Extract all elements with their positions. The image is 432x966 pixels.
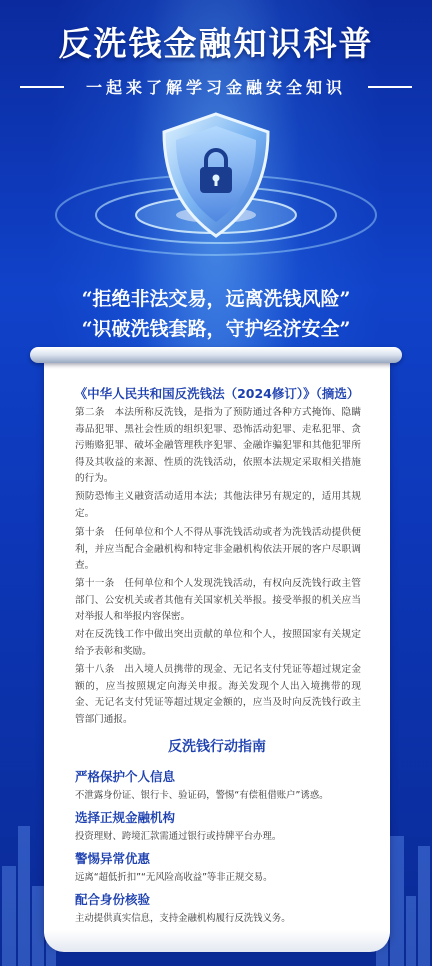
subtitle-divider-right: [368, 86, 412, 88]
guide-heading-4: 配合身份核验: [75, 892, 151, 907]
guide-heading-2: 选择正规金融机构: [75, 810, 176, 825]
guide-text-4: 主动提供真实信息，支持金融机构履行反洗钱义务。: [75, 913, 291, 924]
slogan-2: “识破洗钱套路，守护经济安全”: [81, 318, 351, 340]
slogan-1: “拒绝非法交易，远离洗钱风险”: [81, 288, 351, 310]
law-article-2: 第二条 本法所称反洗钱，是指为了预防通过各种方式掩饰、隐瞒毒品犯罪、黑社会性质的组织犯罪、恐怖活动犯罪、走私犯罪、贪污贿赂犯罪、破坏金融管理秩序犯罪、金融诈骗犯罪和其他犯罪所得及其收益的来源、性质的洗钱活动，依照本法规定采取相关措施的行为。: [75, 407, 361, 484]
guide-title: 反洗钱行动指南: [168, 739, 266, 755]
law-title: 《中华人民共和国反洗钱法（2024修订）》（摘选）: [74, 386, 360, 401]
law-article-11: 第十一条 任何单位和个人发现洗钱活动，有权向反洗钱行政主管部门、公安机关或者其他有关国家机关举报。接受举报的机关应当对举报人和举报内容保密。: [75, 578, 361, 622]
guide-text-3: 远离“超低折扣”“无风险高收益”等非正规交易。: [75, 872, 273, 883]
guide-heading-3: 警惕异常优惠: [75, 851, 151, 866]
scroll-paper-curl: [44, 930, 390, 952]
law-paragraph-terrorism: 预防恐怖主义融资活动适用本法；其他法律另有规定的，适用其规定。: [75, 491, 361, 519]
law-article-10: 第十条 任何单位和个人不得从事洗钱活动或者为洗钱活动提供便利，并应当配合金融机构和特定非金融机构依法开展的客户尽职调查。: [75, 527, 361, 571]
guide-text-1: 不泄露身份证、银行卡、验证码，警惕“有偿租借账户”诱惑。: [75, 790, 329, 801]
page-subtitle: 一起来了解学习金融安全知识: [85, 78, 346, 97]
guide-heading-1: 严格保护个人信息: [75, 769, 176, 784]
shield-icon: [156, 110, 276, 240]
law-paragraph-reward: 对在反洗钱工作中做出突出贡献的单位和个人，按照国家有关规定给予表彰和奖励。: [75, 629, 361, 657]
law-article-18: 第十八条 出入境人员携带的现金、无记名支付凭证等超过规定金额的，应当按照规定向海关申报。海关发现个人出入境携带的现金、无记名支付凭证等超过规定金额的，应当及时向反洗钱行政主管部门通报。: [75, 664, 361, 725]
scroll-rod: [30, 347, 402, 363]
page-title: 反洗钱金融知识科普: [58, 24, 374, 63]
guide-text-2: 投资理财、跨境汇款需通过银行或持牌平台办理。: [75, 831, 282, 842]
